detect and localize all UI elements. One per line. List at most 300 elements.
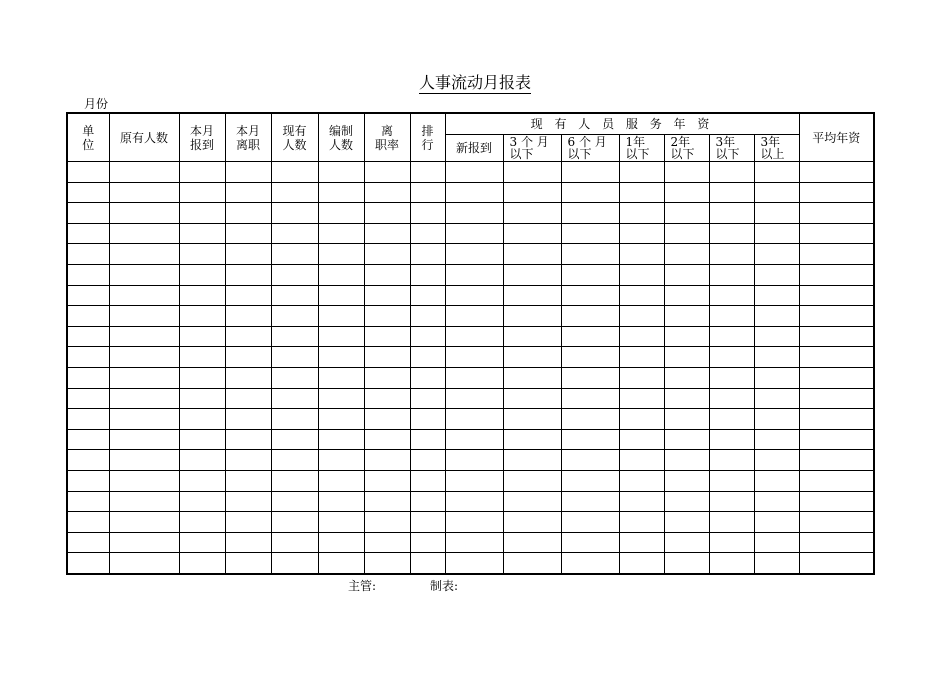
table-row: [67, 388, 874, 409]
table-cell: [799, 306, 874, 327]
table-cell: [664, 203, 709, 224]
table-cell: [271, 429, 318, 450]
table-cell: [754, 306, 799, 327]
table-cell: [503, 429, 561, 450]
table-cell: [503, 347, 561, 368]
table-cell: [709, 512, 754, 533]
table-cell: [709, 532, 754, 553]
table-cell: [67, 409, 109, 430]
header-under-1-year: [619, 135, 664, 162]
table-row: [67, 182, 874, 203]
table-cell: [709, 223, 754, 244]
table-cell: [445, 244, 503, 265]
table-cell: [664, 553, 709, 574]
table-cell: [664, 532, 709, 553]
table-cell: [318, 450, 364, 471]
table-cell: [799, 223, 874, 244]
table-cell: [179, 306, 225, 327]
header-rank-line1: 排: [421, 123, 434, 138]
header-under-1y-line1: 1年: [625, 135, 646, 149]
table-cell: [364, 182, 410, 203]
table-cell: [561, 532, 619, 553]
header-turnover-rate: [364, 113, 410, 162]
table-cell: [799, 388, 874, 409]
table-cell: [225, 388, 271, 409]
header-current-line1: 现有: [282, 123, 307, 138]
table-cell: [709, 203, 754, 224]
table-cell: [709, 409, 754, 430]
table-cell: [109, 532, 179, 553]
header-arrived-line2: 报到: [189, 137, 214, 152]
table-cell: [318, 203, 364, 224]
table-cell: [225, 553, 271, 574]
table-cell: [561, 429, 619, 450]
table-cell: [225, 223, 271, 244]
table-cell: [445, 347, 503, 368]
table-cell: [445, 182, 503, 203]
table-cell: [410, 532, 445, 553]
header-current: [271, 113, 318, 162]
table-cell: [754, 450, 799, 471]
table-cell: [503, 264, 561, 285]
preparer-label: 制表:: [430, 579, 459, 593]
header-quota-line2: 人数: [328, 137, 353, 152]
table-cell: [754, 264, 799, 285]
table-cell: [109, 450, 179, 471]
table-cell: [619, 203, 664, 224]
table-cell: [619, 470, 664, 491]
table-cell: [754, 285, 799, 306]
table-cell: [225, 326, 271, 347]
table-cell: [619, 409, 664, 430]
table-cell: [619, 162, 664, 183]
table-cell: [364, 162, 410, 183]
table-cell: [709, 326, 754, 347]
table-cell: [271, 409, 318, 430]
table-cell: [799, 162, 874, 183]
table-cell: [709, 162, 754, 183]
table-cell: [619, 367, 664, 388]
table-cell: [709, 182, 754, 203]
table-cell: [664, 244, 709, 265]
table-row: [67, 264, 874, 285]
header-under-1y-line2: 以下: [625, 147, 650, 161]
table-cell: [561, 306, 619, 327]
table-cell: [561, 203, 619, 224]
table-cell: [619, 491, 664, 512]
table-cell: [754, 409, 799, 430]
table-cell: [754, 388, 799, 409]
table-cell: [561, 512, 619, 533]
table-cell: [664, 470, 709, 491]
header-under-3y-line2: 以下: [715, 147, 740, 161]
table-cell: [410, 429, 445, 450]
table-cell: [318, 409, 364, 430]
table-cell: [67, 306, 109, 327]
table-cell: [664, 326, 709, 347]
table-cell: [225, 409, 271, 430]
table-cell: [109, 429, 179, 450]
table-cell: [225, 347, 271, 368]
table-cell: [109, 203, 179, 224]
table-cell: [503, 532, 561, 553]
table-cell: [709, 285, 754, 306]
table-cell: [67, 162, 109, 183]
header-rank-line2: 行: [421, 137, 434, 152]
table-row: [67, 553, 874, 574]
table-cell: [561, 450, 619, 471]
table-cell: [67, 429, 109, 450]
table-cell: [619, 532, 664, 553]
table-cell: [225, 367, 271, 388]
table-cell: [271, 264, 318, 285]
table-row: [67, 244, 874, 265]
table-cell: [318, 388, 364, 409]
table-cell: [318, 470, 364, 491]
table-cell: [318, 512, 364, 533]
table-cell: [619, 326, 664, 347]
table-cell: [109, 223, 179, 244]
table-cell: [67, 450, 109, 471]
header-rank: [410, 113, 445, 162]
table-cell: [709, 450, 754, 471]
table-cell: [799, 409, 874, 430]
table-cell: [445, 223, 503, 244]
table-cell: [619, 264, 664, 285]
table-cell: [445, 326, 503, 347]
table-cell: [561, 553, 619, 574]
table-cell: [664, 162, 709, 183]
table-cell: [709, 388, 754, 409]
table-cell: [664, 347, 709, 368]
table-cell: [799, 326, 874, 347]
table-cell: [619, 388, 664, 409]
table-cell: [179, 162, 225, 183]
table-cell: [271, 347, 318, 368]
table-cell: [318, 162, 364, 183]
table-cell: [664, 429, 709, 450]
header-arrived: [179, 113, 225, 162]
table-cell: [561, 182, 619, 203]
table-cell: [664, 450, 709, 471]
table-body: [67, 162, 874, 574]
table-cell: [619, 512, 664, 533]
table-cell: [799, 512, 874, 533]
table-cell: [225, 203, 271, 224]
table-cell: [503, 553, 561, 574]
table-cell: [271, 367, 318, 388]
table-cell: [503, 450, 561, 471]
table-cell: [410, 409, 445, 430]
table-cell: [445, 285, 503, 306]
header-new-arrival: 新报到: [445, 135, 503, 162]
table-cell: [445, 491, 503, 512]
table-row: [67, 409, 874, 430]
table-cell: [754, 491, 799, 512]
table-cell: [109, 285, 179, 306]
header-under-2-years: [664, 135, 709, 162]
table-cell: [271, 203, 318, 224]
table-cell: [445, 162, 503, 183]
table-cell: [410, 162, 445, 183]
header-unit: [67, 113, 109, 162]
table-cell: [179, 429, 225, 450]
table-cell: [503, 409, 561, 430]
header-service-group-text: 现 有 人 员 服 务 年 资: [530, 117, 714, 131]
table-cell: [225, 162, 271, 183]
table-cell: [67, 553, 109, 574]
header-over-3y-line1: 3年: [760, 135, 781, 149]
table-cell: [799, 429, 874, 450]
table-cell: [179, 285, 225, 306]
table-cell: [619, 182, 664, 203]
header-avg-service: 平均年资: [799, 113, 874, 162]
report-table: [66, 112, 875, 575]
table-cell: [67, 491, 109, 512]
table-row: [67, 203, 874, 224]
table-cell: [799, 244, 874, 265]
table-cell: [799, 532, 874, 553]
table-cell: [410, 264, 445, 285]
table-cell: [754, 553, 799, 574]
table-cell: [503, 491, 561, 512]
table-cell: [179, 532, 225, 553]
table-cell: [67, 532, 109, 553]
table-cell: [271, 244, 318, 265]
table-cell: [445, 203, 503, 224]
table-cell: [318, 326, 364, 347]
table-cell: [364, 388, 410, 409]
table-cell: [271, 512, 318, 533]
table-cell: [503, 285, 561, 306]
table-cell: [664, 285, 709, 306]
table-cell: [109, 367, 179, 388]
table-cell: [364, 203, 410, 224]
table-cell: [754, 182, 799, 203]
table-cell: [225, 532, 271, 553]
table-cell: [271, 326, 318, 347]
header-under-6-months: [561, 135, 619, 162]
table-cell: [109, 264, 179, 285]
table-cell: [445, 450, 503, 471]
table-cell: [619, 223, 664, 244]
table-cell: [318, 347, 364, 368]
table-cell: [561, 162, 619, 183]
table-cell: [799, 367, 874, 388]
table-cell: [664, 182, 709, 203]
month-label: 月份: [84, 97, 109, 111]
table-cell: [109, 326, 179, 347]
table-cell: [799, 203, 874, 224]
table-row: [67, 326, 874, 347]
table-cell: [799, 470, 874, 491]
table-cell: [410, 285, 445, 306]
table-cell: [318, 306, 364, 327]
table-cell: [754, 326, 799, 347]
table-cell: [561, 264, 619, 285]
table-cell: [754, 470, 799, 491]
report-title-text: 人事流动月报表: [418, 73, 531, 92]
table-cell: [503, 388, 561, 409]
table-cell: [225, 429, 271, 450]
table-cell: [318, 244, 364, 265]
header-original-count: 原有人数: [109, 113, 179, 162]
table-row: [67, 532, 874, 553]
table-cell: [225, 264, 271, 285]
table-cell: [445, 388, 503, 409]
table-cell: [503, 162, 561, 183]
table-cell: [364, 491, 410, 512]
table-cell: [503, 470, 561, 491]
header-left-line1: 本月: [235, 123, 260, 138]
table-cell: [410, 182, 445, 203]
header-quota-line1: 编制: [328, 123, 353, 138]
table-cell: [364, 512, 410, 533]
table-cell: [561, 223, 619, 244]
table-cell: [754, 203, 799, 224]
table-cell: [664, 388, 709, 409]
table-cell: [754, 347, 799, 368]
table-cell: [561, 367, 619, 388]
table-row: [67, 470, 874, 491]
table-cell: [445, 306, 503, 327]
table-cell: [109, 409, 179, 430]
table-cell: [225, 182, 271, 203]
header-turnover-line2: 职率: [374, 137, 399, 152]
table-cell: [619, 553, 664, 574]
table-cell: [225, 244, 271, 265]
table-cell: [619, 450, 664, 471]
table-cell: [364, 450, 410, 471]
table-cell: [561, 285, 619, 306]
table-cell: [410, 326, 445, 347]
table-cell: [619, 244, 664, 265]
table-cell: [445, 512, 503, 533]
table-cell: [503, 367, 561, 388]
header-over-3y-line2: 以上: [760, 147, 785, 161]
table-cell: [799, 491, 874, 512]
table-cell: [664, 409, 709, 430]
table-cell: [318, 264, 364, 285]
table-cell: [364, 470, 410, 491]
table-cell: [503, 512, 561, 533]
header-under-2y-line1: 2年: [670, 135, 691, 149]
supervisor-label: 主管:: [348, 579, 377, 593]
table-cell: [225, 512, 271, 533]
table-cell: [754, 223, 799, 244]
table-cell: [445, 429, 503, 450]
header-service-group: [445, 113, 799, 135]
table-cell: [364, 347, 410, 368]
table-cell: [709, 491, 754, 512]
table-cell: [709, 264, 754, 285]
table-cell: [503, 244, 561, 265]
table-cell: [410, 367, 445, 388]
header-under-6m-line1: 6 个 月: [567, 135, 607, 149]
header-turnover-line1: 离: [380, 123, 393, 138]
table-cell: [619, 429, 664, 450]
table-cell: [664, 223, 709, 244]
header-over-3-years: [754, 135, 799, 162]
header-left: [225, 113, 271, 162]
table-cell: [754, 532, 799, 553]
header-under-6m-line2: 以下: [567, 147, 592, 161]
table-cell: [503, 306, 561, 327]
table-cell: [410, 388, 445, 409]
table-cell: [179, 450, 225, 471]
table-cell: [619, 285, 664, 306]
table-cell: [364, 264, 410, 285]
table-cell: [799, 450, 874, 471]
table-cell: [271, 223, 318, 244]
table-cell: [561, 326, 619, 347]
table-cell: [109, 491, 179, 512]
table-cell: [410, 203, 445, 224]
table-cell: [179, 491, 225, 512]
table-cell: [179, 512, 225, 533]
table-cell: [225, 450, 271, 471]
table-cell: [318, 532, 364, 553]
table-cell: [271, 285, 318, 306]
table-cell: [318, 553, 364, 574]
table-cell: [709, 244, 754, 265]
table-cell: [179, 347, 225, 368]
header-quota: [318, 113, 364, 162]
table-cell: [664, 306, 709, 327]
table-cell: [271, 162, 318, 183]
table-cell: [410, 347, 445, 368]
table-cell: [410, 470, 445, 491]
table-cell: [179, 388, 225, 409]
table-cell: [709, 306, 754, 327]
table-cell: [67, 223, 109, 244]
table-cell: [799, 182, 874, 203]
table-row: [67, 512, 874, 533]
header-under-2y-line2: 以下: [670, 147, 695, 161]
table-cell: [271, 182, 318, 203]
table-cell: [179, 326, 225, 347]
table-cell: [179, 182, 225, 203]
table-cell: [410, 223, 445, 244]
table-cell: [364, 532, 410, 553]
table-row: [67, 162, 874, 183]
header-unit-line2: 位: [82, 137, 95, 152]
table-cell: [225, 470, 271, 491]
table-cell: [67, 285, 109, 306]
header-unit-line1: 单: [82, 123, 95, 138]
header-current-line2: 人数: [282, 137, 307, 152]
table-cell: [67, 388, 109, 409]
table-cell: [225, 491, 271, 512]
table-cell: [109, 244, 179, 265]
table-cell: [364, 223, 410, 244]
table-cell: [709, 553, 754, 574]
table-cell: [109, 306, 179, 327]
table-cell: [709, 470, 754, 491]
table-cell: [754, 512, 799, 533]
table-cell: [364, 326, 410, 347]
table-cell: [799, 553, 874, 574]
table-cell: [179, 223, 225, 244]
table-cell: [179, 409, 225, 430]
header-arrived-line1: 本月: [189, 123, 214, 138]
table-cell: [561, 388, 619, 409]
table-cell: [109, 182, 179, 203]
table-cell: [364, 285, 410, 306]
table-cell: [318, 429, 364, 450]
table-cell: [445, 264, 503, 285]
table-cell: [67, 347, 109, 368]
